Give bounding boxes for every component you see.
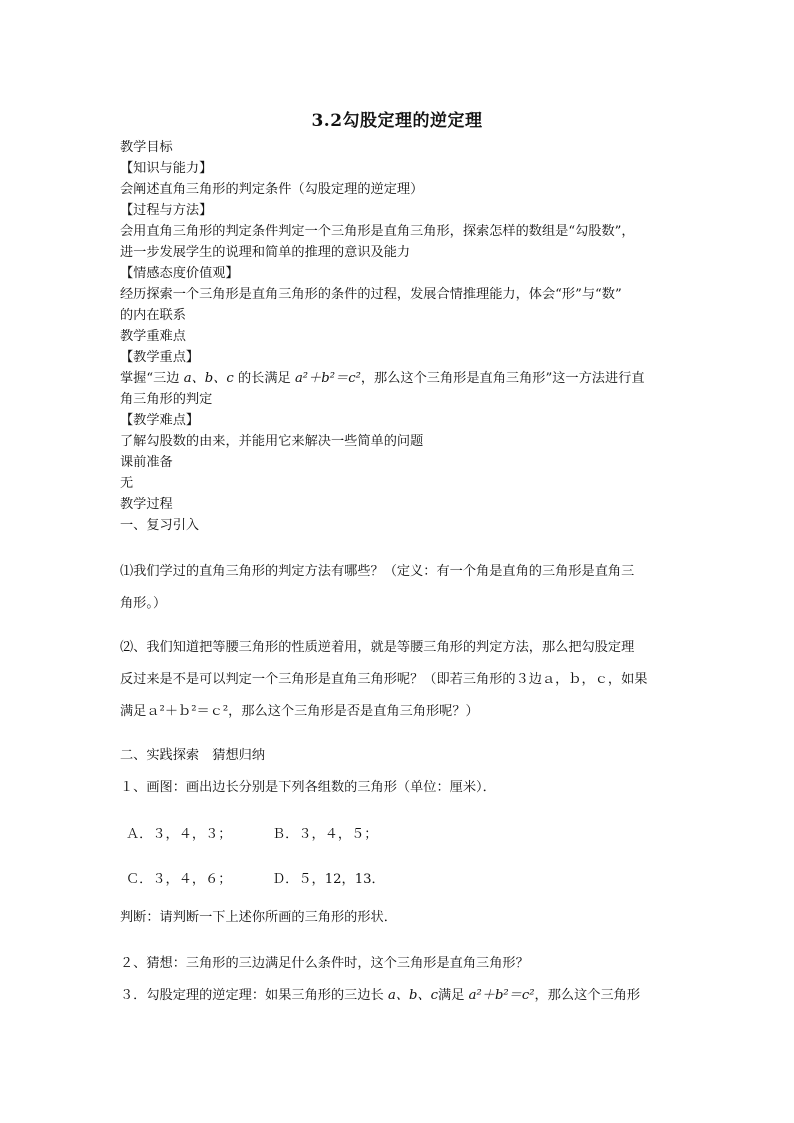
- review-question-2-block: [120, 632, 690, 728]
- knowledge-text: 会阐述直角三角形的判定条件（勾股定理的逆定理）: [120, 182, 424, 197]
- converse-post: ，那么这个三角形: [534, 988, 641, 1003]
- practice-block: [120, 740, 690, 804]
- draw-instruction: １、画图：画出边长分别是下列各组数的三角形（单位：厘米）．: [120, 780, 496, 795]
- focus-formula: a²＋b²＝c²: [294, 371, 361, 386]
- objectives-heading: 教学目标: [120, 140, 173, 155]
- converse-abc: a、b、c: [387, 988, 439, 1003]
- focus-text-post: ，那么这个三角形是直角三角形”这一方法进行直: [360, 371, 645, 386]
- difficulty-text: 了解勾股数的由来，并能用它来解决一些简单的问题: [120, 434, 424, 449]
- converse-formula: a²＋b²＝c²: [468, 988, 535, 1003]
- emotion-label: 【情感态度价值观】: [120, 266, 239, 281]
- review-heading: 一、复习引入: [120, 518, 200, 533]
- q1-line-2: 角形。）: [120, 596, 167, 611]
- emotion-text-line-2: 的内在联系: [120, 308, 186, 323]
- focus-text-line-1: [120, 368, 690, 389]
- q2-line-1: ⑵、我们知道把等腰三角形的性质逆着用，就是等腰三角形的判定方法，那么把勾股定理: [120, 640, 635, 655]
- process-label: 【过程与方法】: [120, 203, 213, 218]
- page-title: 3.2勾股定理的逆定理: [311, 111, 483, 131]
- practice-heading: 二、实践探索 猜想归纳: [120, 748, 266, 763]
- preparation-heading: 课前准备: [120, 455, 173, 470]
- q2-line-2: 反过来是不是可以判定一个三角形是直角三角形呢？（即若三角形的３边ａ，ｂ，ｃ，如果: [120, 672, 648, 687]
- knowledge-label: 【知识与能力】: [120, 161, 213, 176]
- process-heading: 教学过程: [120, 497, 173, 512]
- lesson-plan-header-block: [120, 137, 690, 536]
- focus-mid: 的长满足: [237, 371, 291, 386]
- converse-text: [120, 980, 690, 1012]
- converse-pre: ３．勾股定理的逆定理：如果三角形的三边长: [120, 988, 384, 1003]
- option-c: Ｃ．３，４，６；: [126, 872, 232, 887]
- focus-abc: a、b、c: [183, 371, 234, 386]
- q1-line-1: ⑴我们学过的直角三角形的判定方法有哪些？（定义：有一个角是直角的三角形是直角三: [120, 564, 635, 579]
- guess-text: ２、猜想：三角形的三边满足什么条件时，这个三角形是直角三角形？: [120, 956, 529, 971]
- emotion-text-line-1: 经历探索一个三角形是直角三角形的条件的过程，发展合情推理能力，体会“形”与“数”: [120, 287, 622, 302]
- focus-label: 【教学重点】: [120, 350, 200, 365]
- review-questions-block: [120, 556, 690, 620]
- judge-block: [120, 902, 690, 934]
- option-d: Ｄ．５，12，13．: [272, 872, 385, 887]
- q2-line-3: 满足ａ²＋ｂ²＝ｃ²，那么这个三角形是否是直角三角形呢？）: [120, 704, 479, 719]
- option-a: Ａ．３，４，３；: [126, 827, 232, 842]
- key-points-heading: 教学重难点: [120, 329, 186, 344]
- guess-block: [120, 948, 690, 1012]
- preparation-text: 无: [120, 476, 134, 491]
- judge-text: 判断：请判断一下上述你所画的三角形的形状．: [120, 910, 397, 925]
- process-text-line-1: 会用直角三角形的判定条件判定一个三角形是直角三角形，探索怎样的数组是“勾股数”，: [120, 224, 635, 239]
- process-text-line-2: 进一步发展学生的说理和简单的推理的意识及能力: [120, 245, 411, 260]
- option-b: Ｂ．３，４，５；: [272, 827, 378, 842]
- focus-text-pre: 掌握“三边: [120, 371, 180, 386]
- difficulty-label: 【教学难点】: [120, 413, 200, 428]
- converse-mid: 满足: [438, 988, 465, 1003]
- focus-text-line-2: 角三角形的判定: [120, 392, 213, 407]
